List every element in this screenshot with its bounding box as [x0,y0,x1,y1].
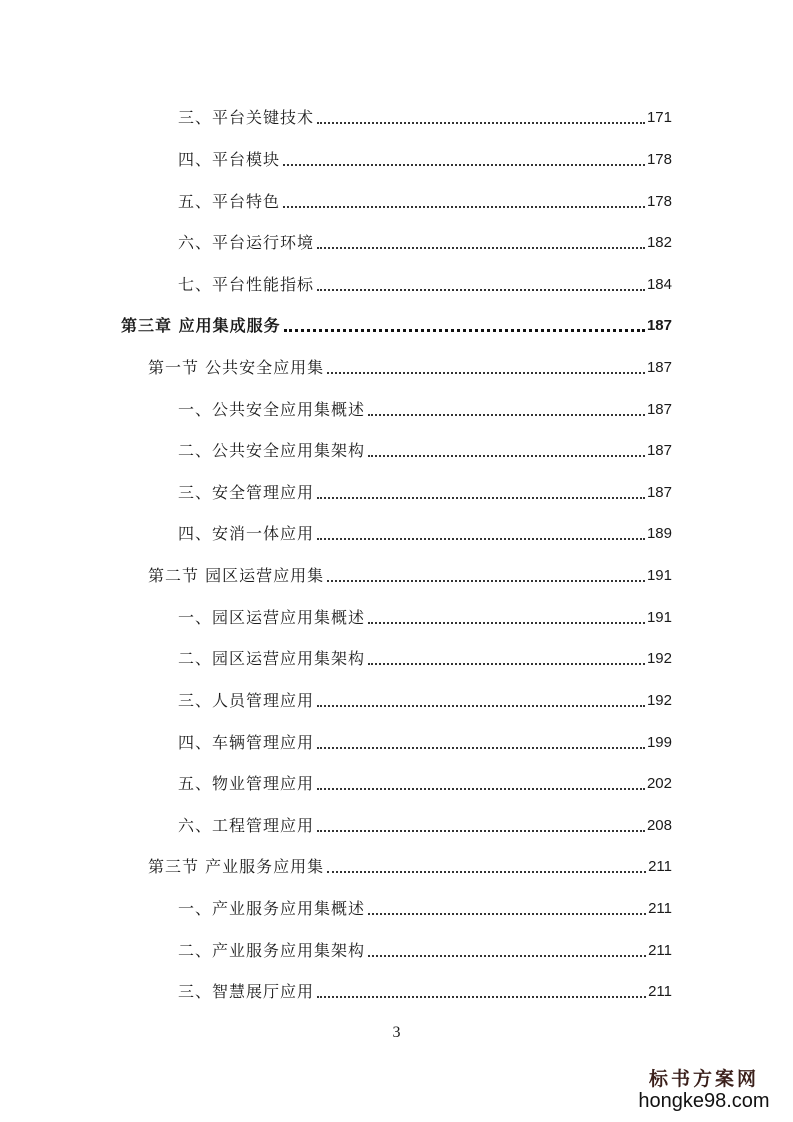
toc-entry-page: 171 [646,109,672,126]
toc-section-entry[interactable] [148,560,672,586]
toc-entry-title: 三、安全管理应用 [178,483,315,502]
toc-entry-page: 187 [646,359,672,376]
toc-entry-page: 191 [646,609,672,626]
toc-dot-leader [327,580,645,582]
toc-entry[interactable] [178,976,672,1002]
toc-entry-title: 二、公共安全应用集架构 [178,441,366,460]
toc-entry-title: 三、平台关键技术 [178,108,315,127]
toc-entry-title: 四、安消一体应用 [178,524,315,543]
toc-dot-leader [317,247,645,249]
toc-entry-page: 187 [646,442,672,459]
toc-entry[interactable] [178,435,672,461]
toc-entry[interactable] [178,227,672,253]
toc-dot-leader [317,996,646,998]
toc-dot-leader [368,414,645,416]
toc-entry-page: 191 [646,567,672,584]
toc-dot-leader [284,329,645,332]
toc-dot-leader [368,455,645,457]
toc-entry-title: 一、产业服务应用集概述 [178,899,366,918]
toc-dot-leader [317,289,645,291]
toc-entry-page: 187 [646,484,672,501]
toc-entry-title: 七、平台性能指标 [178,275,315,294]
toc-entry-title: 二、产业服务应用集架构 [178,941,366,960]
toc-dot-leader [317,497,645,499]
toc-entry[interactable] [178,935,672,961]
toc-dot-leader [317,747,645,749]
toc-entry-page: 184 [646,276,672,293]
toc-entry-title: 六、平台运行环境 [178,233,315,252]
toc-dot-leader [327,372,645,374]
toc-dot-leader [368,663,645,665]
toc-entry-page: 211 [648,983,672,1000]
toc-entry-title: 第三节 产业服务应用集 [148,857,325,876]
toc-entry[interactable] [178,102,672,128]
toc-entry-title: 一、园区运营应用集概述 [178,608,366,627]
toc-entry[interactable] [178,144,672,170]
toc-entry[interactable] [178,477,672,503]
toc-entry-page: 199 [646,734,672,751]
toc-entry-title: 第一节 公共安全应用集 [148,358,325,377]
toc-dot-leader [317,788,645,790]
toc-entry-page: 189 [646,525,672,542]
toc-entry-page: 187 [646,401,672,418]
toc-entry-title: 三、人员管理应用 [178,691,315,710]
toc-dot-leader [317,122,645,124]
toc-entry[interactable] [178,394,672,420]
watermark-name: 标书方案网 [648,1068,759,1090]
toc-section-entry[interactable] [148,851,672,877]
toc-dot-leader [317,705,645,707]
toc-entry-title: 四、平台模块 [178,150,281,169]
toc-entry-page: 208 [646,817,672,834]
toc-entry[interactable] [178,810,672,836]
toc-entry-page: 202 [646,775,672,792]
toc-dot-leader [317,538,645,540]
toc-entry-page: 211 [648,858,672,875]
toc-entry-page: 178 [646,193,672,210]
toc-entry-page: 182 [646,234,672,251]
watermark-logo [629,1068,779,1112]
toc-dot-leader [283,206,645,208]
toc-dot-leader [368,955,646,957]
toc-entry-title: 六、工程管理应用 [178,816,315,835]
toc-chapter-entry[interactable] [121,310,672,336]
toc-entry-page: 187 [646,317,672,334]
toc-entry-title: 二、园区运营应用集架构 [178,649,366,668]
toc-dot-leader [368,622,645,624]
watermark-url: hongke98.com [638,1090,770,1112]
toc-entry[interactable] [178,727,672,753]
toc-entry[interactable] [178,186,672,212]
toc-entry-page: 211 [648,942,672,959]
toc-entry-title: 三、智慧展厅应用 [178,982,315,1001]
toc-entry[interactable] [178,269,672,295]
toc-entry[interactable] [178,643,672,669]
toc-entry-title: 第三章 应用集成服务 [121,316,281,335]
toc-entry-title: 四、车辆管理应用 [178,733,315,752]
toc-entry-page: 178 [646,151,672,168]
toc-dot-leader [317,830,645,832]
toc-section-entry[interactable] [148,352,672,378]
page-number: 3 [392,1024,401,1041]
toc-entry[interactable] [178,893,672,919]
toc-entry-title: 五、平台特色 [178,192,281,211]
toc-dot-leader [327,871,646,873]
toc-entry[interactable] [178,768,672,794]
toc-entry[interactable] [178,518,672,544]
toc-entry-title: 第二节 园区运营应用集 [148,566,325,585]
toc-entry-title: 五、物业管理应用 [178,774,315,793]
toc-entry-page: 192 [646,650,672,667]
toc-dot-leader [283,164,645,166]
toc-dot-leader [368,913,646,915]
toc-entry[interactable] [178,685,672,711]
toc-entry[interactable] [178,602,672,628]
toc-entry-page: 211 [648,900,672,917]
toc-entry-page: 192 [646,692,672,709]
toc-entry-title: 一、公共安全应用集概述 [178,400,366,419]
